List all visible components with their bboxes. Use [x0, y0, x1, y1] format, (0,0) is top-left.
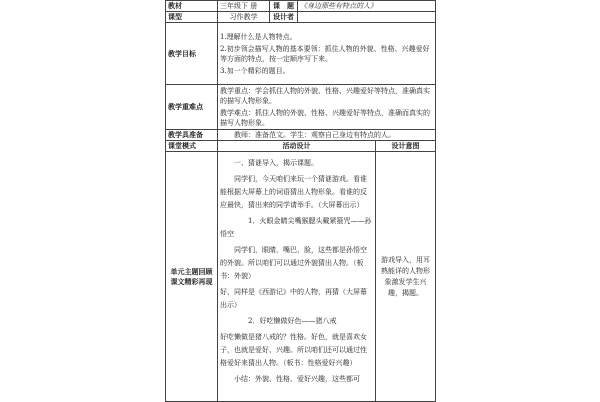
prep-label: 教学具准备 [166, 130, 218, 141]
goal-item: 2.初步领会描写人物的基本要领：抓住人物的外貌、性格、兴趣爱好等方面的特点，按一定顺序写下来。 [220, 44, 430, 63]
topic-value: 《身边那些有特点的人》 [298, 1, 436, 12]
lesson-type-label: 课型 [166, 12, 218, 23]
activity-paragraph: 同学们，今天咱们来玩一个猜谜游戏。看谁能根据大屏幕上的词语猜出人物形象。看谁的反应最快，猜出来的同学请举手。（大屏幕出示） [220, 174, 367, 209]
goals-row [166, 23, 436, 85]
prep-value: 教师：准备范文。学生：观察自己身边有特点的人。 [218, 130, 436, 141]
unit-row [166, 152, 436, 402]
mode-label: 课堂模式 [166, 141, 218, 152]
goal-item: 3.加一个精彩的题目。 [220, 66, 290, 75]
activity-paragraph: 好，同样是《西游记》中的人物，再猜（大屏幕出示） [220, 287, 367, 309]
topic-label: 课 题 [270, 1, 298, 12]
activity-heading: 一、猜谜导入，揭示课题。 [234, 158, 318, 167]
designer-label: 设计者 [270, 12, 298, 23]
prep-row [166, 130, 436, 141]
lesson-type-value: 习作教学 [218, 12, 270, 23]
key-points-row [166, 85, 436, 130]
design-intent: 游戏导入，用耳熟能详的人物形象激发学生兴趣，揭题。 [376, 152, 436, 402]
key-point-item: 教学重点：学会抓住人物的外貌、性格、兴趣爱好等特点，准确真实的描写人物形象。 [220, 87, 430, 105]
goals-label: 教学目标 [166, 23, 218, 85]
lesson-plan-page [165, 0, 435, 400]
activity-label: 活动设计 [218, 141, 376, 152]
designer-value [298, 12, 436, 23]
lesson-type-row [166, 12, 436, 23]
header-row [166, 1, 436, 12]
mode-header-row [166, 141, 436, 152]
unit-label: 单元主题回顾课文精彩再现 [166, 152, 218, 402]
lesson-plan-table [165, 0, 436, 402]
activity-paragraph: 同学们，眼睛，嘴巴，脸，这些都是孙悟空的外貌。所以咱们可以通过外貌猜出人物。（板书：外貌） [220, 245, 367, 280]
activity-paragraph: 小结：外貌、性格、爱好兴趣，这些都可 [234, 374, 360, 383]
key-points-label: 教学重难点 [166, 85, 218, 130]
activity-riddle: 1．火眼金睛尖嘴猴腮头戴紧箍咒——孙悟空 [220, 216, 372, 238]
subject-label: 教材 [166, 1, 218, 12]
key-point-item: 教学难点：抓住人物的外貌、性格、兴趣爱好等特点，准确而真实的描写人物形象。 [220, 109, 430, 127]
activity-paragraph: 好吃懒做是猪八戒的？性格。好色，就是喜欢女子，也就是爱好、兴趣。所以咱们还可以通过性格爱好来猜出人物。（板书：性格爱好兴趣） [220, 332, 367, 367]
goal-item: 1.理解什么是人物特点。 [220, 32, 297, 41]
intent-label: 设计意图 [376, 141, 436, 152]
activity-riddle: 2．好吃懒做好色——猪八戒 [248, 316, 337, 325]
grade-value: 三年级下 册 [218, 1, 270, 12]
